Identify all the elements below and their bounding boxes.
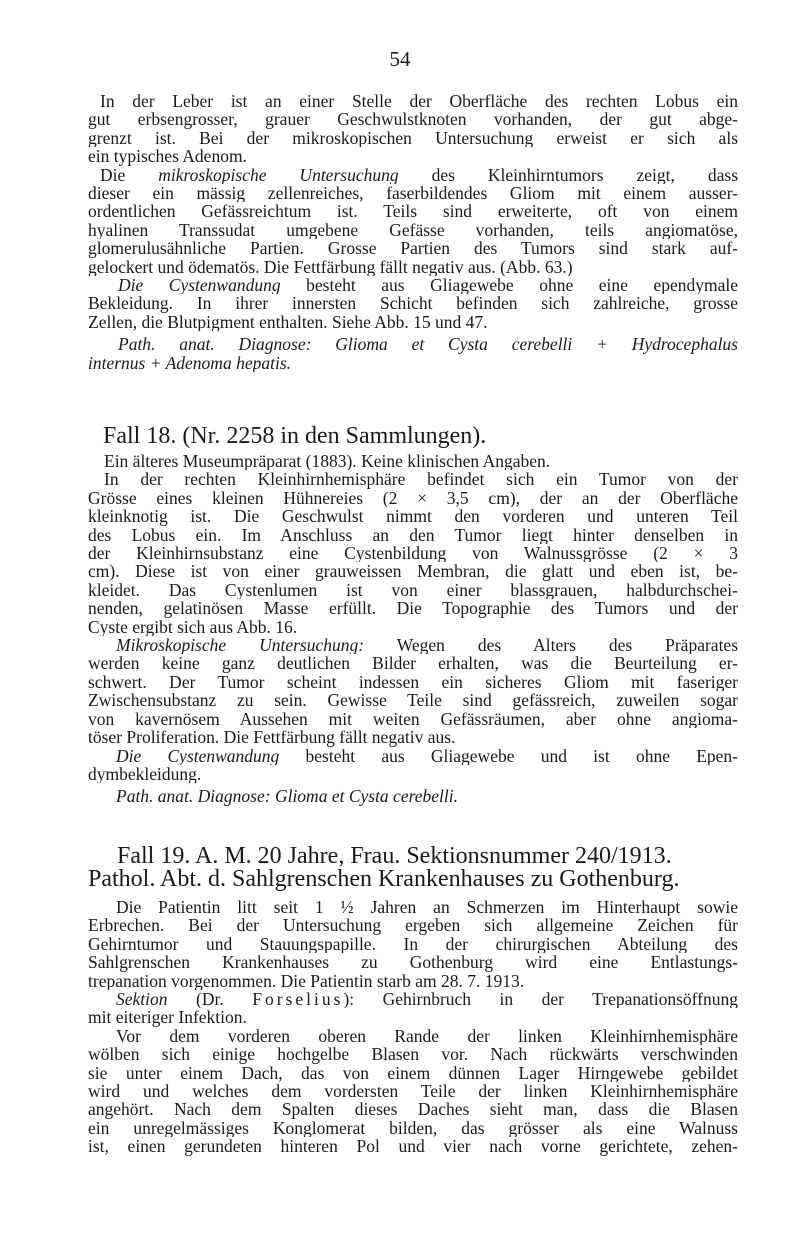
text-line [88,747,738,765]
author-name: Forselius [252,990,344,1009]
text-run: ): Gehirnbruch in der Trepanationsöffnung [343,990,738,1009]
italic-term: Mikroskopische Untersuchung: [116,636,365,655]
text-line: wird und welches dem vordersten Teile der linken Kleinhirnhemisphäre [88,1082,738,1101]
case-18-heading: Fall 18. (Nr. 2258 in den Sammlungen). [103,423,487,449]
text-line: wölben sich einige hochgelbe Blasen vor. Nach rückwärts verschwinden [88,1045,738,1064]
case-19-heading: Fall 19. A. M. 20 Jahre, Frau. Sektionsnummer 240/1913. [117,843,672,869]
case-19-body [88,898,738,1156]
text-run: (Dr. [167,990,253,1009]
case-19-subheading: Pathol. Abt. d. Sahlgrenschen Krankenhauses zu Gothenburg. [88,866,680,892]
text-line: Cyste ergibt sich aus Abb. 16. [88,617,298,637]
text-line: Vor dem vorderen oberen Rande der linken Kleinhirnhemisphäre [116,1026,738,1046]
page-number: 54 [389,47,411,71]
text-line: hyalinen Transsudat umgebene Gefässe vorhanden, teils angiomatöse, [88,220,738,240]
text-line: ist, einen gerundeten hinteren Pol und vier nach vorne gerichtete, zehen- [88,1137,738,1156]
text-line: Die Patientin litt seit 1 ½ Jahren an Schmerzen im Hinterhaupt sowie [116,898,738,917]
text-line [88,166,738,184]
text-line: mit eiteriger Infektion. [88,1008,247,1027]
text-line: ein unregelmässiges Konglomerat bilden, das grösser als eine Walnuss [88,1118,738,1138]
text-line: Gehirntumor und Stauungspapille. In der chirurgischen Abteilung des [88,934,738,954]
text-line: schwert. Der Tumor scheint indessen ein sicheres Gliom mit faseriger [88,672,738,692]
text-line: angehört. Nach dem Spalten dieses Daches sieht man, dass die Blasen [88,1100,738,1119]
italic-term: Die Cystenwandung [116,746,280,765]
text-run: Die [100,165,159,185]
italic-term: Die Cystenwandung [118,276,281,295]
text-line: töser Proliferation. Die Fettfärbung fällt negativ aus. [88,728,456,747]
text-line: Bekleidung. In ihrer innersten Schicht befinden sich zahlreiche, grosse [88,294,738,313]
text-run: des Kleinhirntumors zeigt, dass [398,165,738,185]
text-run: besteht aus Gliagewebe und ist ohne Epen- [279,746,738,765]
text-line: werden keine ganz deutlichen Bilder erhalten, was die Beurteilung er- [88,654,738,673]
text-line [88,276,738,294]
text-line: ordentlichen Gefässreichtum ist. Teils sind erweiterte, oft von einem [88,202,738,221]
case-17-tail [88,92,738,372]
text-line: der Kleinhirnsubstanz eine Cystenbildung von Walnussgrösse (2 × 3 [88,544,738,563]
text-line: cm). Diese ist von einer grauweissen Membran, die glatt und eben ist, be- [88,562,738,581]
text-line: nenden, gelatinösen Masse erfüllt. Die Topographie des Tumors und der [88,599,738,618]
text-line: ein typisches Adenom. [88,147,247,166]
text-line: kleinknotig ist. Die Geschwulst nimmt den vorderen und unteren Teil [88,507,738,526]
text-line [88,636,738,654]
text-line: Sahlgrenschen Krankenhauses zu Gothenburg wird eine Entlastungs- [88,953,738,972]
text-line: kleidet. Das Cystenlumen ist von einer blassgrauen, halbdurchschei- [88,580,738,600]
text-line: glomerulusähnliche Partien. Grosse Partien des Tumors sind stark auf- [88,239,738,258]
text-line: Ein älteres Museumpräparat (1883). Keine klinischen Angaben. [104,452,551,471]
case-18-body [88,452,738,806]
text-line: gelockert und ödematös. Die Fettfärbung fällt negativ aus. (Abb. 63.) [88,257,573,277]
text-line: Erbrechen. Bei der Untersuchung ergeben sich allgemeine Zeichen für [88,916,738,935]
text-line: Zwischensubstanz zu sein. Gewisse Teile sind gefässreich, zuweilen sogar [88,691,738,710]
diagnosis-line: Path. anat. Diagnose: Glioma et Cysta cerebelli + Hydrocephalus [118,335,738,354]
text-line: dymbekleidung. [88,764,202,784]
text-line: grenzt ist. Bei der mikroskopischen Untersuchung erweist er sich als [88,128,738,148]
text-line: gut erbsengrosser, grauer Geschwulstknoten vorhanden, der gut abge- [88,110,738,129]
text-line [88,990,738,1008]
text-line: von kavernösem Aussehen mit weiten Gefässräumen, aber ohne angioma- [88,709,738,729]
italic-term: mikroskopische Untersuchung [158,165,399,185]
text-line: des Lobus ein. Im Anschluss an den Tumor liegt hinter denselben in [88,525,738,545]
diagnosis-line: internus + Adenoma hepatis. [88,353,292,373]
text-line: In der rechten Kleinhirnhemisphäre befindet sich ein Tumor von der [104,470,738,489]
text-line: Zellen, die Blutpigment enthalten. Siehe Abb. 15 und 47. [88,312,488,332]
text-line: trepanation vorgenommen. Die Patientin starb am 28. 7. 1913. [88,971,525,991]
text-line: Grösse eines kleinen Hühnereies (2 × 3,5 cm), der an der Oberfläche [88,488,738,508]
text-line: sie unter einem Dach, das von einem dünnen Lager Hirngewebe gebildet [88,1063,738,1083]
text-run: besteht aus Gliagewebe ohne eine ependymale [280,276,738,295]
diagnosis-line: Path. anat. Diagnose: Glioma et Cysta cerebelli. [116,787,459,806]
text-line: In der Leber ist an einer Stelle der Oberfläche des rechten Lobus ein [100,92,738,111]
text-run: Wegen des Alters des Präparates [364,636,738,655]
italic-term: Sektion [116,990,168,1009]
text-line: dieser ein mässig zellenreiches, faserbildendes Gliom mit einem ausser- [88,184,738,203]
